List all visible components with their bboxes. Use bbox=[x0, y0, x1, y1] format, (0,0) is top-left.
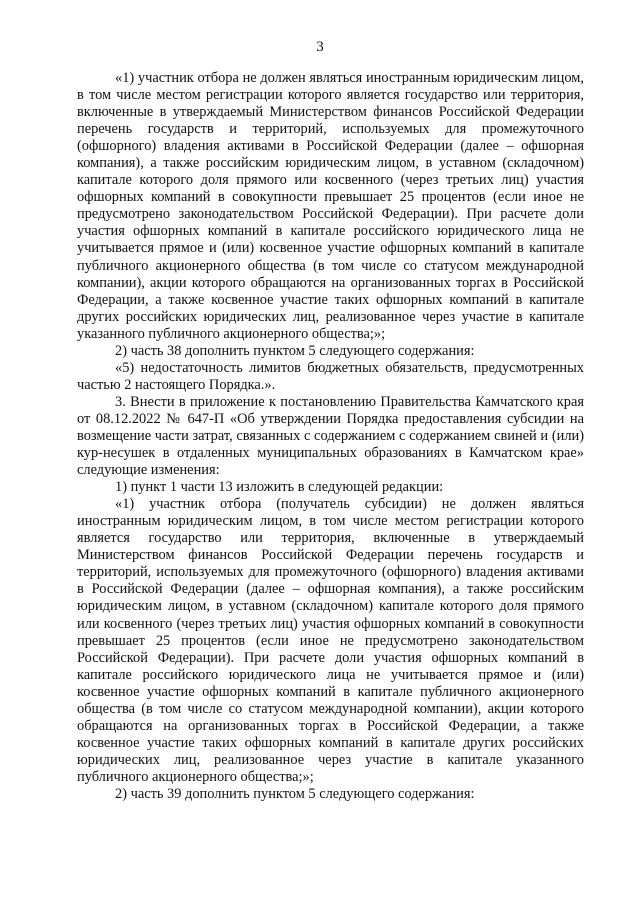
paragraph-budget-limits: «5) недостаточность лимитов бюджетных обязательств, предусмотренных частью 2 настоящего Порядка.». bbox=[77, 359, 584, 393]
paragraph-part-39-amendment: 2) часть 39 дополнить пунктом 5 следующего содержания: bbox=[115, 785, 475, 802]
paragraph-part-13-new-wording: 1) пункт 1 части 13 изложить в следующей редакции: bbox=[115, 479, 444, 496]
paragraph-recipient-offshore-requirement: «1) участник отбора (получатель субсидии) не должен являться иностранным юридическим лицом, в том числе местом регистрации которого является государство или территория, включенные в утверждаемый Министерством финансов Российской Федерации перечень государств и территорий, используемых для промежуточного (офшорного) владения активами в Российской Федерации (далее – офшорная компания), а также российским юридическим лицом, в уставном (складочном) капитале которого доля прямого или косвенного (через третьих лиц) участия офшорных компаний в совокупности превышает 25 процентов (если иное не предусмотрено законодательством Российской Федерации). При расчете доли участия офшорных компаний в капитале российского юридического лица не учитывается прямое и (или) косвенное участие офшорных компаний в капитале публичного акционерного общества (в том числе со статусом международной компании), акции которого обращаются на организованных торгах в Российской Федерации, а также косвенное участие таких офшорных компаний в капитале других российских юридических лиц, реализованное через участие в капитале указанного публичного акционерного общества;»; bbox=[77, 496, 584, 785]
paragraph-part-38-amendment: 2) часть 38 дополнить пунктом 5 следующего содержания: bbox=[115, 342, 475, 359]
paragraph-section-3-changes: 3. Внести в приложение к постановлению Правительства Камчатского края от 08.12.2022 № 647-П «Об утверждении Порядка предоставления субсидии на возмещение части затрат, связанных с содержанием с содержанием свиней и (или) кур-несушек в отдаленных муниципальных образованиях в Камчатском крае» следующие изменения: bbox=[77, 393, 584, 479]
page-number: 3 bbox=[316, 39, 324, 55]
paragraph-offshore-requirement: «1) участник отбора не должен являться иностранным юридическим лицом, в том числе местом регистрации которого является государство или территория, включенные в утверждаемый Министерством финансов Российской Федерации перечень государств и территорий, используемых для промежуточного (офшорного) владения активами в Российской Федерации (далее – офшорная компания), а также российским юридическим лицом, в уставном (складочном) капитале которого доля прямого или косвенного (через третьих лиц) участия офшорных компаний в совокупности превышает 25 процентов (если иное не предусмотрено законодательством Российской Федерации). При расчете доли участия офшорных компаний в капитале российского юридического лица не учитывается прямое и (или) косвенное участие офшорных компаний в капитале публичного акционерного общества (в том числе со статусом международной компании), акции которого обращаются на организованных торгах в Российской Федерации, а также косвенное участие таких офшорных компаний в капитале других российских юридических лиц, реализованное через участие в капитале указанного публичного акционерного общества;»; bbox=[77, 70, 584, 342]
document-body bbox=[77, 70, 584, 803]
